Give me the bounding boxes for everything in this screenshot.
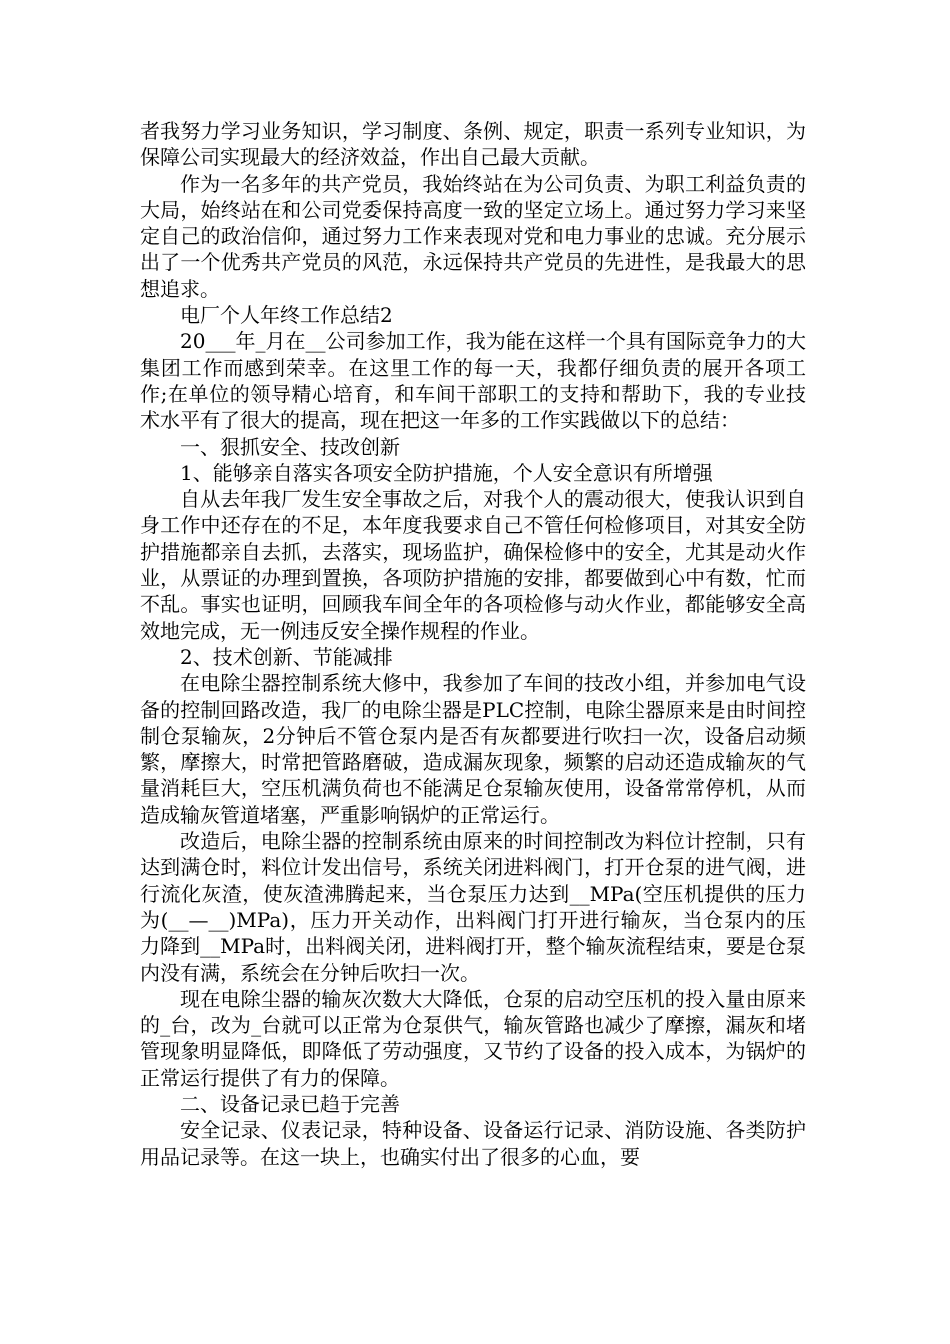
paragraph-records: 安全记录、仪表记录，特种设备、设备运行记录、消防设施、各类防护用品记录等。在这一块上，也确实付出了很多的心血，要 xyxy=(140,1118,806,1169)
paragraph-dust-collector: 在电除尘器控制系统大修中，我参加了车间的技改小组，并参加电气设备的控制回路改造，我厂的电除尘器是PLC控制，电除尘器原来是由时间控制仓泵输灰，2分钟后不管仓泵内是否有灰都要进行吹扫一次，设备启动频繁，摩擦大，时常把管路磨破，造成漏灰现象，频繁的启动还造成输灰的气量消耗巨大，空压机满负荷也不能满足仓泵输灰使用，设备常常停机，从而造成输灰管道堵塞，严重影响锅炉的正常运行。 xyxy=(140,671,806,827)
paragraph-intro: 20___年_月在__公司参加工作，我为能在这样一个具有国际竞争力的大集团工作而感到荣幸。在这里工作的每一天，我都仔细负责的展开各项工作;在单位的领导精心培育，和车间干部职工的支持和帮助下，我的专业技术水平有了很大的提高，现在把这一年多的工作实践做以下的总结： xyxy=(140,329,806,433)
document-body xyxy=(140,118,806,1170)
paragraph-safety: 自从去年我厂发生安全事故之后，对我个人的震动很大，使我认识到自身工作中还存在的不足，本年度我要求自己不管任何检修项目，对其安全防护措施都亲自去抓，去落实，现场监护，确保检修中的安全，尤其是动火作业，从票证的办理到置换，各项防护措施的安排，都要做到心中有数，忙而不乱。事实也证明，回顾我车间全年的各项检修与动火作业，都能够安全高效地完成，无一例违反安全操作规程的作业。 xyxy=(140,487,806,643)
subheading-safety-measures: 1、能够亲自落实各项安全防护措施，个人安全意识有所增强 xyxy=(180,460,713,485)
subheading-innovation: 2、技术创新、节能减排 xyxy=(180,644,393,669)
section-title: 电厂个人年终工作总结2 xyxy=(180,303,393,328)
paragraph-results: 现在电除尘器的输灰次数大大降低，仓泵的启动空压机的投入量由原来的_台，改为_台就可以正常为仓泵供气，输灰管路也减少了摩擦，漏灰和堵管现象明显降低，即降低了劳动强度，又节约了设备的投入成本，为锅炉的正常运行提供了有力的保障。 xyxy=(140,986,806,1090)
paragraph-party-member: 作为一名多年的共产党员，我始终站在为公司负责、为职工利益负责的大局，始终站在和公司党委保持高度一致的坚定立场上。通过努力学习来坚定自己的政治信仰，通过努力工作来表现对党和电力事业的忠诚。充分展示出了一个优秀共产党员的风范，永远保持共产党员的先进性，是我最大的思想追求。 xyxy=(140,171,806,301)
heading-records: 二、设备记录已趋于完善 xyxy=(180,1091,400,1116)
paragraph-retrofit: 改造后，电除尘器的控制系统由原来的时间控制改为料位计控制，只有达到满仓时，料位计发出信号，系统关闭进料阀门，打开仓泵的进气阀，进行流化灰渣，使灰渣沸腾起来，当仓泵压力达到__MPa(空压机提供的压力为(__—__)MPa)，压力开关动作，出料阀门打开进行输灰，当仓泵内的压力降到__MPa时，出料阀关闭，进料阀打开，整个输灰流程结束，要是仓泵内没有满，系统会在分钟后吹扫一次。 xyxy=(140,829,806,985)
paragraph-continued: 者我努力学习业务知识，学习制度、条例、规定，职责一系列专业知识，为保障公司实现最大的经济效益，作出自己最大贡献。 xyxy=(140,119,806,170)
heading-safety: 一、狠抓安全、技改创新 xyxy=(180,434,400,459)
